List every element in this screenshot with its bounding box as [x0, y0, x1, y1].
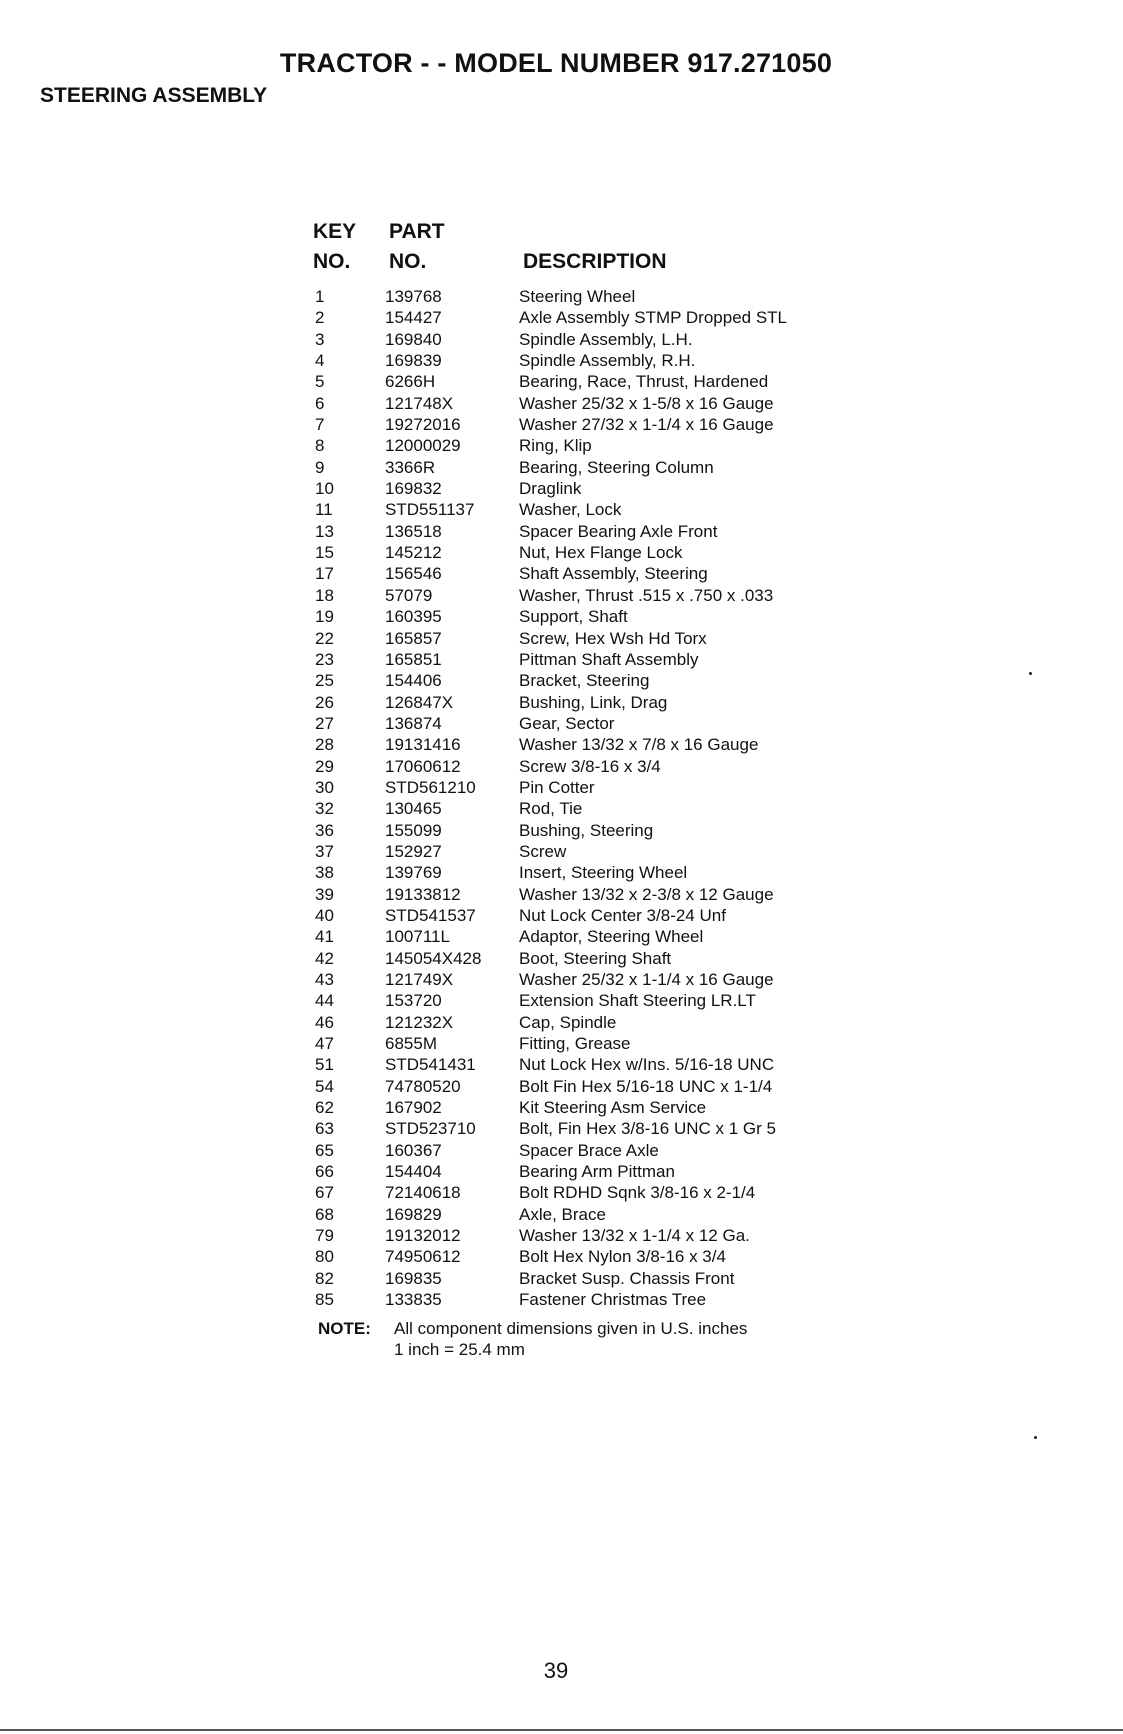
table-row: [313, 478, 873, 499]
key-no-cell: 9: [315, 457, 325, 477]
key-no-cell: 18: [315, 585, 334, 605]
description-cell: Screw: [519, 841, 567, 861]
description-cell: Spindle Assembly, R.H.: [519, 351, 696, 371]
description-cell: Spacer Brace Axle: [519, 1140, 659, 1160]
part-no-cell: 6266H: [385, 372, 436, 392]
table-row: [313, 371, 873, 392]
table-row: [313, 756, 873, 777]
scan-speck: [1029, 672, 1032, 675]
description-cell: Insert, Steering Wheel: [519, 863, 688, 883]
table-row: [313, 734, 873, 755]
part-no-cell: 169829: [385, 1204, 442, 1224]
description-cell: Bushing, Link, Drag: [519, 692, 668, 712]
table-row: [313, 628, 873, 649]
table-row: [313, 329, 873, 350]
table-row: [313, 969, 873, 990]
table-row: [313, 435, 873, 456]
key-no-cell: 17: [315, 564, 334, 584]
key-no-cell: 32: [315, 799, 334, 819]
table-row: [313, 841, 873, 862]
key-no-cell: 26: [315, 692, 334, 712]
part-no-cell: 121748X: [385, 393, 454, 413]
part-no-cell: 160395: [385, 607, 442, 627]
description-cell: Bolt, Fin Hex 3/8-16 UNC x 1 Gr 5: [519, 1119, 776, 1139]
key-no-cell: 27: [315, 713, 334, 733]
table-row: [313, 286, 873, 307]
table-row: [313, 990, 873, 1011]
description-cell: Axle Assembly STMP Dropped STL: [519, 308, 788, 328]
table-row: [313, 393, 873, 414]
key-no-cell: 28: [315, 735, 334, 755]
key-no-cell: 63: [315, 1119, 334, 1139]
section-title: STEERING ASSEMBLY: [40, 84, 268, 107]
description-cell: Kit Steering Asm Service: [519, 1098, 707, 1118]
key-no-cell: 42: [315, 948, 334, 968]
part-no-cell: 145212: [385, 543, 442, 563]
key-no-cell: 68: [315, 1204, 334, 1224]
description-cell: Draglink: [519, 479, 582, 499]
table-row: [313, 1033, 873, 1054]
table-row: [313, 862, 873, 883]
table-row: [313, 1289, 873, 1310]
table-row: [313, 1246, 873, 1267]
document-title: TRACTOR - - MODEL NUMBER 917.271050: [279, 48, 833, 78]
table-row: [313, 649, 873, 670]
description-cell: Axle, Brace: [519, 1204, 606, 1224]
description-cell: Pin Cotter: [519, 777, 595, 797]
key-no-cell: 54: [315, 1076, 334, 1096]
part-no-cell: 130465: [385, 799, 442, 819]
table-row: [313, 713, 873, 734]
table-row: [313, 307, 873, 328]
part-no-cell: 17060612: [385, 756, 461, 776]
table-row: [313, 777, 873, 798]
part-no-cell: STD561210: [385, 777, 476, 797]
table-row: [313, 820, 873, 841]
part-no-cell: 74780520: [385, 1076, 461, 1096]
description-cell: Bolt Fin Hex 5/16-18 UNC x 1-1/4: [519, 1076, 773, 1096]
part-no-cell: STD541537: [385, 905, 476, 925]
parts-list-rows: [313, 286, 873, 1311]
description-cell: Washer 13/32 x 2-3/8 x 12 Gauge: [519, 884, 774, 904]
part-no-cell: 156546: [385, 564, 442, 584]
key-no-cell: 65: [315, 1140, 334, 1160]
key-no-cell: 39: [315, 884, 334, 904]
key-no-cell: 66: [315, 1162, 334, 1182]
description-cell: Bushing, Steering: [519, 820, 654, 840]
part-no-cell: 154427: [385, 308, 442, 328]
key-no-cell: 15: [315, 543, 334, 563]
description-cell: Nut Lock Center 3/8-24 Unf: [519, 905, 726, 925]
note-label: NOTE:: [318, 1319, 371, 1338]
part-no-header-line2: NO.: [389, 250, 427, 273]
key-no-cell: 67: [315, 1183, 334, 1203]
key-no-cell: 6: [315, 393, 325, 413]
table-row: [313, 1225, 873, 1246]
description-cell: Steering Wheel: [519, 287, 636, 306]
table-row: [313, 457, 873, 478]
part-no-cell: 121749X: [385, 970, 454, 989]
key-no-header-line1: KEY: [313, 220, 357, 243]
table-row: [313, 905, 873, 926]
key-no-cell: 51: [315, 1055, 334, 1075]
scan-edge-line: [0, 1729, 1123, 1731]
table-row: [313, 350, 873, 371]
table-row: [313, 1012, 873, 1033]
part-no-cell: 19133812: [385, 884, 461, 904]
part-no-cell: 145054X428: [385, 948, 482, 968]
table-row: [313, 926, 873, 947]
description-cell: Washer 25/32 x 1-5/8 x 16 Gauge: [519, 393, 774, 413]
part-no-cell: 136874: [385, 713, 442, 733]
table-row: [313, 670, 873, 691]
description-cell: Support, Shaft: [519, 607, 628, 627]
description-cell: Nut Lock Hex w/Ins. 5/16-18 UNC: [519, 1055, 775, 1075]
note-text-line2: 1 inch = 25.4 mm: [394, 1340, 525, 1359]
part-no-cell: 121232X: [385, 1012, 454, 1032]
description-cell: Bolt Hex Nylon 3/8-16 x 3/4: [519, 1247, 726, 1267]
description-cell: Bearing, Steering Column: [519, 457, 714, 477]
description-cell: Bearing Arm Pittman: [519, 1162, 675, 1182]
key-no-cell: 41: [315, 927, 334, 947]
part-no-cell: 155099: [385, 820, 442, 840]
part-no-cell: 165851: [385, 649, 442, 669]
scan-speck: [1034, 1436, 1037, 1439]
part-no-cell: 57079: [385, 585, 433, 605]
part-no-cell: 152927: [385, 841, 442, 861]
part-no-cell: 169840: [385, 329, 442, 349]
table-row: [313, 1097, 873, 1118]
description-header: DESCRIPTION: [523, 250, 667, 273]
key-no-cell: 46: [315, 1012, 334, 1032]
key-no-cell: 10: [315, 479, 334, 499]
key-no-cell: 4: [315, 351, 325, 371]
description-cell: Washer, Thrust .515 x .750 x .033: [519, 585, 774, 605]
key-no-cell: 22: [315, 628, 334, 648]
key-no-cell: 13: [315, 521, 334, 541]
description-cell: Washer, Lock: [519, 500, 622, 520]
part-no-cell: 19132012: [385, 1226, 461, 1246]
part-no-cell: 169832: [385, 479, 442, 499]
key-no-cell: 3: [315, 329, 325, 349]
key-no-cell: 1: [315, 287, 325, 306]
description-cell: Spacer Bearing Axle Front: [519, 521, 718, 541]
note-text-line1: All component dimensions given in U.S. inches: [394, 1319, 748, 1338]
key-no-cell: 62: [315, 1098, 334, 1118]
part-no-cell: 165857: [385, 628, 442, 648]
table-row: [313, 521, 873, 542]
part-no-cell: STD523710: [385, 1119, 476, 1139]
table-row: [313, 884, 873, 905]
key-no-cell: 85: [315, 1290, 334, 1310]
part-no-cell: 154404: [385, 1162, 442, 1182]
key-no-cell: 2: [315, 308, 325, 328]
table-row: [313, 798, 873, 819]
table-row: [313, 1204, 873, 1225]
part-no-cell: 126847X: [385, 692, 454, 712]
page-number: 39: [543, 1658, 569, 1683]
parts-list-header: [313, 220, 873, 274]
part-no-cell: 12000029: [385, 436, 461, 456]
key-no-cell: 11: [315, 500, 333, 520]
description-cell: Gear, Sector: [519, 713, 615, 733]
description-cell: Fitting, Grease: [519, 1034, 631, 1054]
key-no-cell: 47: [315, 1034, 334, 1054]
part-no-cell: 154406: [385, 671, 442, 691]
part-no-cell: 19131416: [385, 735, 461, 755]
description-cell: Spindle Assembly, L.H.: [519, 329, 693, 349]
part-no-cell: STD541431: [385, 1055, 476, 1075]
key-no-cell: 29: [315, 756, 334, 776]
description-cell: Adaptor, Steering Wheel: [519, 927, 704, 947]
table-row: [313, 1182, 873, 1203]
part-no-cell: 139769: [385, 863, 442, 883]
description-cell: Rod, Tie: [519, 799, 583, 819]
part-no-header-line1: PART: [389, 220, 445, 243]
description-cell: Washer 27/32 x 1-1/4 x 16 Gauge: [519, 415, 774, 435]
key-no-cell: 5: [315, 372, 325, 392]
part-no-cell: 133835: [385, 1290, 442, 1310]
key-no-cell: 8: [315, 436, 325, 456]
part-no-cell: 6855M: [385, 1034, 437, 1054]
description-cell: Pittman Shaft Assembly: [519, 649, 699, 669]
parts-list: [313, 220, 873, 1311]
description-cell: Cap, Spindle: [519, 1012, 617, 1032]
key-no-cell: 23: [315, 649, 334, 669]
table-row: [313, 585, 873, 606]
key-no-cell: 44: [315, 991, 334, 1011]
description-cell: Washer 13/32 x 7/8 x 16 Gauge: [519, 735, 759, 755]
part-no-cell: STD551137: [385, 500, 475, 520]
description-cell: Bracket, Steering: [519, 671, 650, 691]
key-no-cell: 79: [315, 1226, 334, 1246]
key-no-cell: 38: [315, 863, 334, 883]
description-cell: Washer 13/32 x 1-1/4 x 12 Ga.: [519, 1226, 750, 1246]
part-no-cell: 169835: [385, 1268, 442, 1288]
key-no-cell: 43: [315, 970, 334, 989]
key-no-cell: 25: [315, 671, 334, 691]
table-row: [313, 414, 873, 435]
description-cell: Screw, Hex Wsh Hd Torx: [519, 628, 707, 648]
part-no-cell: 3366R: [385, 457, 436, 477]
part-no-cell: 74950612: [385, 1247, 461, 1267]
key-no-cell: 19: [315, 607, 334, 627]
description-cell: Nut, Hex Flange Lock: [519, 543, 683, 563]
key-no-cell: 37: [315, 841, 334, 861]
key-no-header-line2: NO.: [313, 250, 351, 273]
key-no-cell: 36: [315, 820, 334, 840]
table-row: [313, 499, 873, 520]
part-no-cell: 167902: [385, 1098, 442, 1118]
table-row: [313, 948, 873, 969]
table-row: [313, 563, 873, 584]
table-row: [313, 1140, 873, 1161]
key-no-cell: 82: [315, 1268, 334, 1288]
key-no-cell: 80: [315, 1247, 334, 1267]
part-no-cell: 139768: [385, 287, 442, 306]
part-no-cell: 19272016: [385, 415, 461, 435]
table-row: [313, 1076, 873, 1097]
table-row: [313, 1268, 873, 1289]
description-cell: Shaft Assembly, Steering: [519, 564, 708, 584]
part-no-cell: 100711L: [385, 927, 450, 947]
table-row: [313, 1118, 873, 1139]
description-cell: Boot, Steering Shaft: [519, 948, 672, 968]
key-no-cell: 40: [315, 905, 334, 925]
description-cell: Bearing, Race, Thrust, Hardened: [519, 372, 769, 392]
table-row: [313, 606, 873, 627]
key-no-cell: 7: [315, 415, 325, 435]
table-row: [313, 542, 873, 563]
part-no-cell: 169839: [385, 351, 442, 371]
table-row: [313, 692, 873, 713]
description-cell: Washer 25/32 x 1-1/4 x 16 Gauge: [519, 970, 774, 989]
part-no-cell: 136518: [385, 521, 442, 541]
description-cell: Screw 3/8-16 x 3/4: [519, 756, 661, 776]
description-cell: Ring, Klip: [519, 436, 592, 456]
description-cell: Fastener Christmas Tree: [519, 1290, 707, 1310]
description-cell: Bracket Susp. Chassis Front: [519, 1268, 735, 1288]
description-cell: Extension Shaft Steering LR.LT: [519, 991, 756, 1011]
part-no-cell: 153720: [385, 991, 442, 1011]
key-no-cell: 30: [315, 777, 334, 797]
part-no-cell: 72140618: [385, 1183, 461, 1203]
table-row: [313, 1161, 873, 1182]
table-row: [313, 1054, 873, 1075]
description-cell: Bolt RDHD Sqnk 3/8-16 x 2-1/4: [519, 1183, 756, 1203]
part-no-cell: 160367: [385, 1140, 442, 1160]
